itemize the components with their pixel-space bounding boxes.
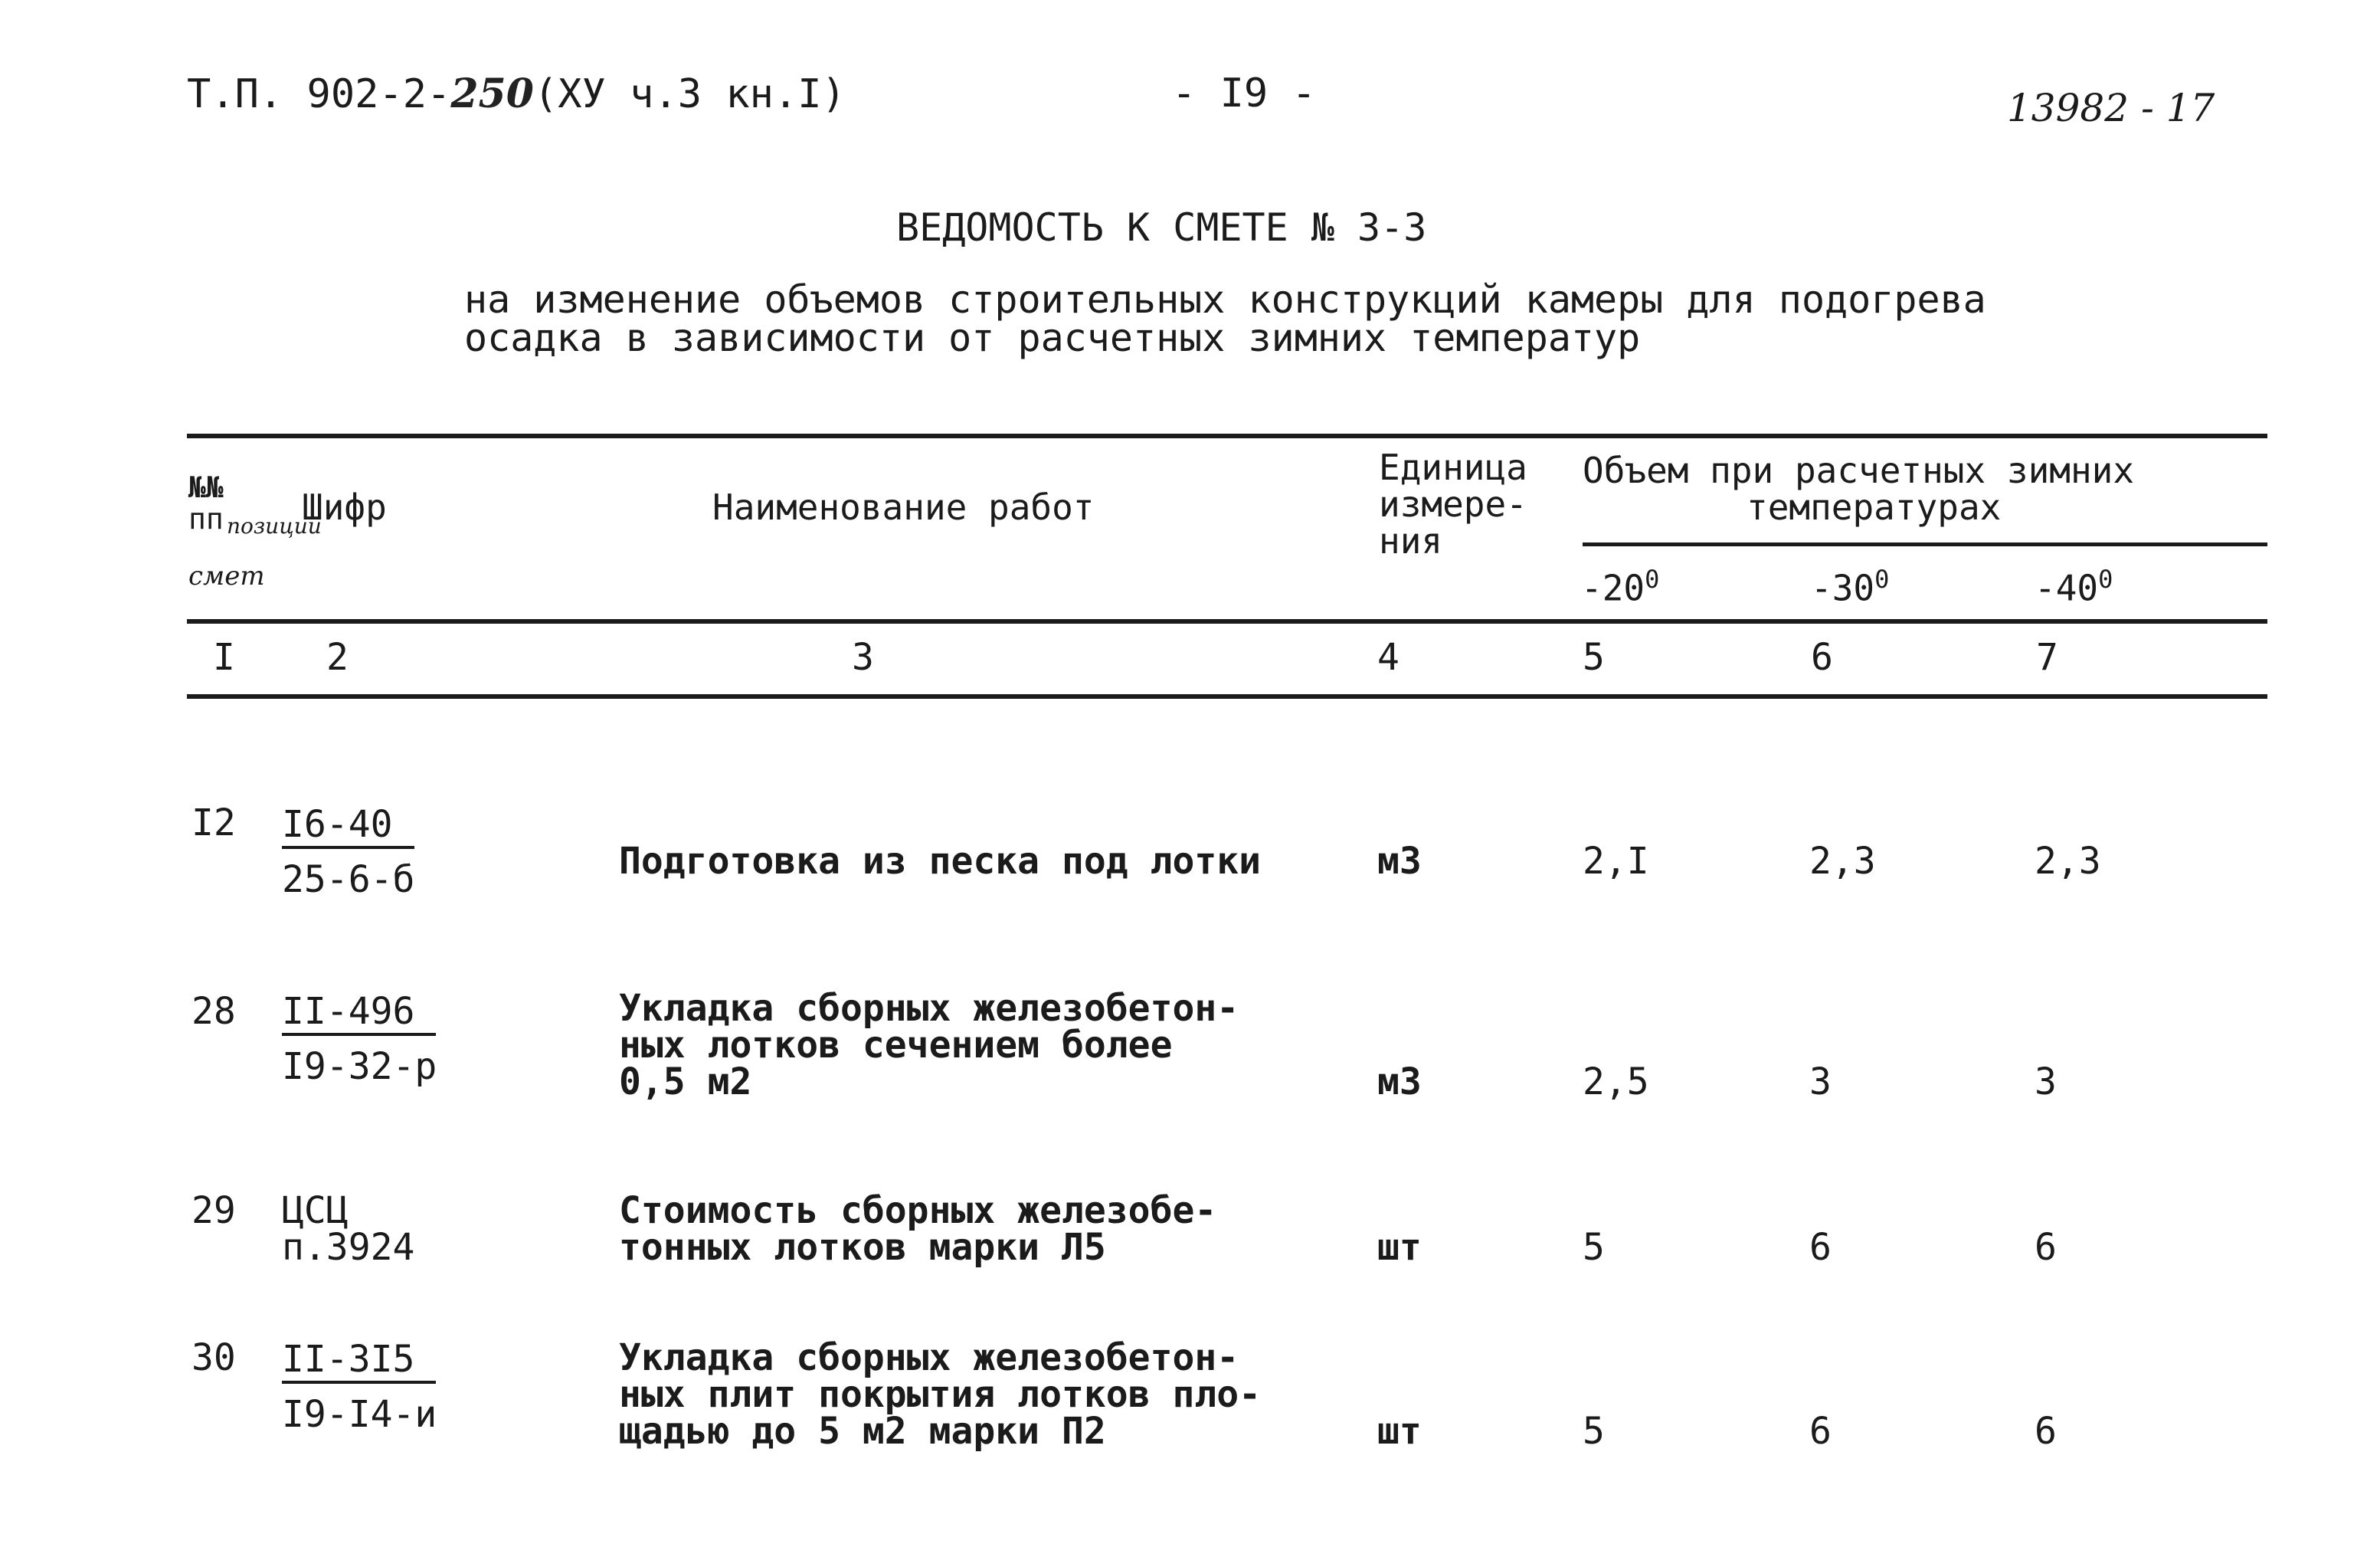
column-number: 7 <box>2036 636 2058 679</box>
row-work-name: Укладка сборных железобетон- ных лотков сечением более 0,5 м2 <box>619 987 1239 1103</box>
header-position-handwritten: позиции <box>227 513 322 539</box>
row-code-top: II-3I5 <box>282 1338 436 1384</box>
row-code <box>282 1189 415 1269</box>
row-code <box>282 984 437 1094</box>
document-series <box>187 70 846 117</box>
header-work-name: Наименование работ <box>712 487 1095 528</box>
row-position: 28 <box>192 990 236 1033</box>
series-handwritten-number: 250 <box>450 70 534 117</box>
row-unit: шт <box>1377 1226 1422 1269</box>
numbering-bottom-rule <box>187 694 2267 699</box>
row-volume-20: 2,5 <box>1583 1060 1649 1103</box>
column-number: 6 <box>1811 636 1833 679</box>
row-volume-40: 6 <box>2035 1226 2057 1269</box>
row-code-top: I6-40 <box>282 803 414 849</box>
row-volume-30: 3 <box>1809 1060 1832 1103</box>
row-code <box>282 797 414 907</box>
volume-header-rule <box>1583 542 2267 546</box>
row-code-bottom: I9-I4-и <box>282 1393 437 1436</box>
row-volume-30: 6 <box>1809 1410 1832 1453</box>
row-volume-20: 2,I <box>1583 840 1649 883</box>
row-code-bottom: п.3924 <box>282 1226 415 1269</box>
row-work-name: Стоимость сборных железобе- тонных лотков марки Л5 <box>619 1189 1217 1269</box>
row-volume-30: 6 <box>1809 1226 1832 1269</box>
header-code: Шифр <box>302 487 387 528</box>
column-number: 5 <box>1583 636 1605 679</box>
series-prefix: Т.П. 902-2- <box>187 71 451 117</box>
row-volume-20: 5 <box>1583 1226 1605 1269</box>
row-unit: м3 <box>1377 840 1422 883</box>
subtitle-line: на изменение объемов строительных конструкций камеры для подогрева <box>464 277 1986 322</box>
page-title: ВЕДОМОСТЬ К СМЕТЕ № 3-3 <box>896 205 1427 250</box>
row-code-top: ЦСЦ <box>282 1189 349 1232</box>
row-unit: шт <box>1377 1410 1422 1453</box>
header-temp-40: $-40^0$ <box>2035 565 2113 609</box>
row-volume-40: 6 <box>2035 1410 2057 1453</box>
row-volume-40: 3 <box>2035 1060 2057 1103</box>
header-position-pp: пп <box>188 502 224 536</box>
column-number: 2 <box>326 636 349 679</box>
header-position <box>188 470 224 536</box>
row-code-top: II-496 <box>282 990 436 1036</box>
header-volume-group: Объем при расчетных зимних температурах <box>1583 450 2135 528</box>
row-position: 29 <box>192 1189 236 1232</box>
row-work-name: Подготовка из песка под лотки <box>619 840 1262 883</box>
header-temp-20: $-20^0$ <box>1581 565 1660 609</box>
table-top-rule <box>187 434 2267 438</box>
row-volume-30: 2,3 <box>1809 840 1876 883</box>
row-volume-40: 2,3 <box>2035 840 2101 883</box>
series-suffix: (ХУ ч.3 кн.I) <box>533 71 846 117</box>
page-number: - I9 - <box>1172 70 1316 116</box>
row-position: I2 <box>192 801 236 844</box>
header-position-handwritten-2: смет <box>188 561 265 592</box>
header-unit: Единица измере- ния <box>1379 447 1527 562</box>
row-code-bottom: 25-6-б <box>282 858 415 901</box>
header-temp-30: $-30^0$ <box>1811 565 1890 609</box>
header-position-print: №№ <box>188 470 224 504</box>
subtitle-line: осадка в зависимости от расчетных зимних температур <box>464 316 1641 360</box>
row-position: 30 <box>192 1336 236 1379</box>
page-subtitle <box>464 277 1986 360</box>
row-code-bottom: I9-32-р <box>282 1045 437 1088</box>
row-volume-20: 5 <box>1583 1410 1605 1453</box>
row-unit: м3 <box>1377 1060 1422 1103</box>
column-number: 3 <box>852 636 874 679</box>
row-work-name: Укладка сборных железобетон- ных плит покрытия лотков пло- щадью до 5 м2 марки П2 <box>619 1336 1262 1453</box>
column-number: 4 <box>1377 636 1400 679</box>
column-number: I <box>213 636 235 679</box>
document-number: 13982 - 17 <box>2007 86 2215 130</box>
header-bottom-rule <box>187 619 2267 624</box>
row-code <box>282 1332 437 1442</box>
